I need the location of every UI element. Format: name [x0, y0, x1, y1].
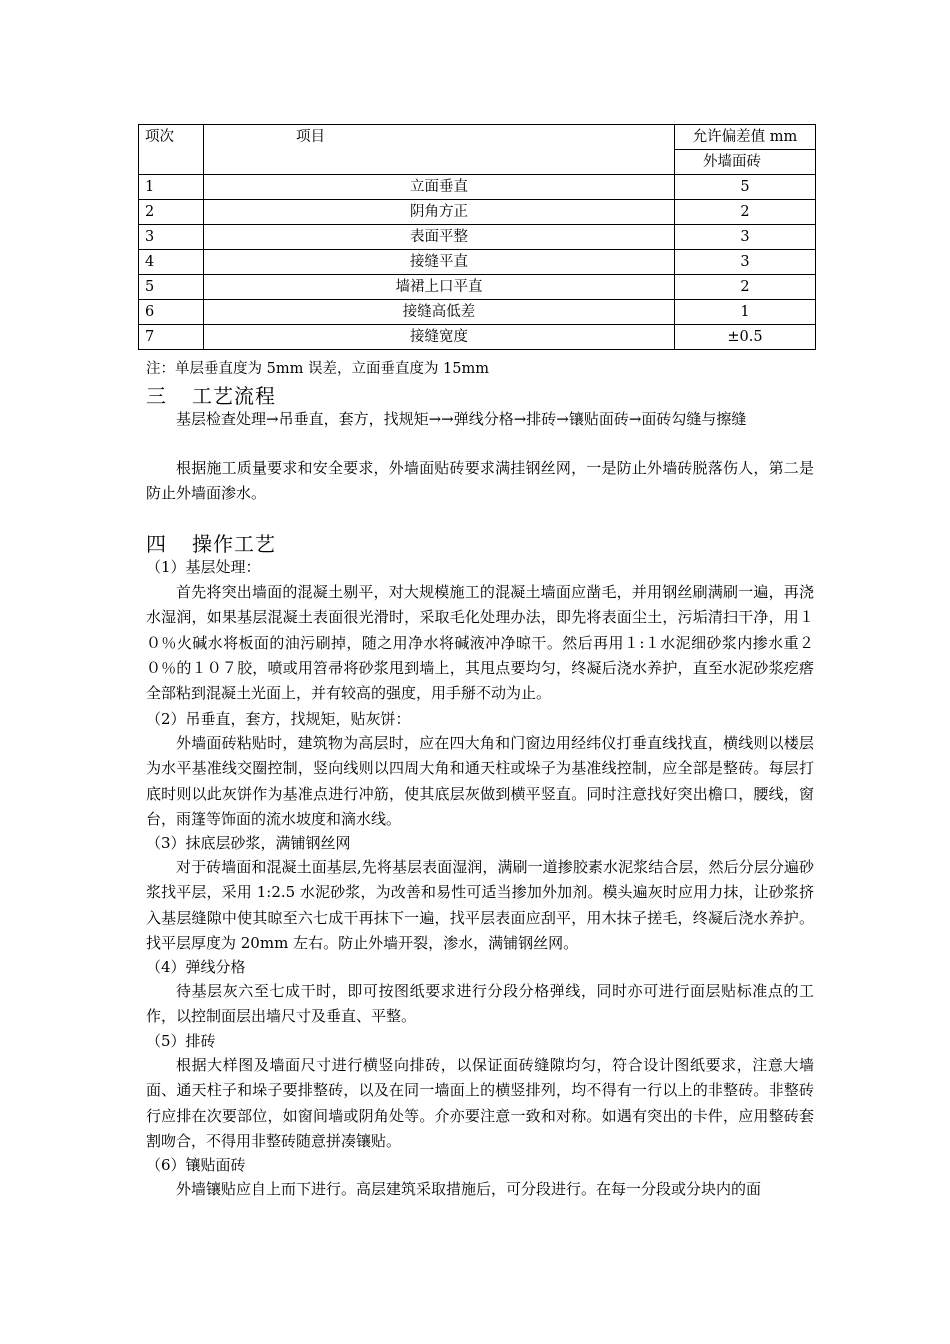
step-5-text: 根据大样图及墙面尺寸进行横竖向排砖，以保证面砖缝隙均匀，符合设计图纸要求，注意大墙面、通天柱子和垛子要排整砖，以及在同一墙面上的横竖排列，均不得有一行以上的非整砖。非整砖行应排在次要部位，如窗间墙或阴角处等。介亦要注意一致和对称。如遇有突出的卡件，应用整砖套割吻合，不得用非整砖随意拼凑镶贴。 [146, 1056, 814, 1150]
step-6-title: （6）镶贴面砖 [146, 1156, 246, 1174]
row-no: 7 [139, 325, 204, 350]
step-5-title: （5）排砖 [146, 1032, 216, 1050]
section-4-number: 四 [146, 532, 167, 556]
row-value: ±0.5 [675, 325, 816, 350]
row-item: 墙裙上口平直 [204, 275, 675, 300]
table-row [139, 225, 816, 250]
step-4-title: （4）弹线分格 [146, 958, 246, 976]
section-3-number: 三 [146, 384, 167, 408]
header-no: 项次 [139, 125, 204, 175]
header-item: 项目 [204, 125, 675, 175]
step-1-text: 首先将突出墙面的混凝土剔平，对大规模施工的混凝土墙面应凿毛，并用钢丝刷满刷一遍，再浇水湿润，如果基层混凝土表面很光滑时，采取毛化处理办法，即先将表面尘土，污垢清扫干净，用１０％火碱水将板面的油污刷掉，随之用净水将碱液冲净晾干。然后再用１:１水泥细砂浆内掺水重２０％的１０７胶，喷或用笤帚将砂浆甩到墙上，其甩点要均匀，终凝后浇水养护，直至水泥砂浆疙瘩全部粘到混凝土光面上，并有较高的强度，用手掰不动为止。 [146, 583, 814, 703]
row-no: 6 [139, 300, 204, 325]
table-row [139, 325, 816, 350]
step-6-text: 外墙镶贴应自上而下进行。高层建筑采取措施后，可分段进行。在每一分段或分块内的面 [176, 1180, 762, 1198]
step-3-title: （3）抹底层砂浆，满铺钢丝网 [146, 834, 351, 852]
row-item: 立面垂直 [204, 175, 675, 200]
table-header-row [139, 125, 816, 150]
table-row [139, 200, 816, 225]
step-3-text: 对于砖墙面和混凝土面基层,先将基层表面湿润，满刷一道掺胶素水泥浆结合层，然后分层分遍砂浆找平层，采用 1:2.5 水泥砂浆，为改善和易性可适当掺加外加剂。模头遍灰时应用力抹，让砂浆挤入基层缝隙中使其晾至六七成干再抹下一遍，找平层表面应刮平，用木抹子搓毛，终凝后浇水养护。找平层厚度为 20mm 左右。防止外墙开裂，渗水，满铺钢丝网。 [146, 858, 814, 952]
section-4-title: 操作工艺 [192, 532, 276, 556]
row-value: 5 [675, 175, 816, 200]
header-tolerance: 允许偏差值 mm [675, 125, 816, 150]
process-flow-paragraph: 基层检查处理→吊垂直，套方，找规矩→→弹线分格→排砖→镶贴面砖→面砖勾缝与擦缝 [176, 410, 747, 428]
step-2-text: 外墙面砖粘贴时，建筑物为高层时，应在四大角和门窗边用经纬仪打垂直线找直，横线则以楼层为水平基准线交圈控制，竖向线则以四周大角和通天柱或垛子为基准线控制，应全部是整砖。每层打底时则以此灰饼作为基准点进行冲筋，使其底层灰做到横平竖直。同时注意找好突出檐口，腰线，窗台，雨篷等饰面的流水坡度和滴水线。 [146, 734, 814, 828]
row-item: 接缝平直 [204, 250, 675, 275]
row-no: 2 [139, 200, 204, 225]
row-item: 接缝高低差 [204, 300, 675, 325]
table-row [139, 175, 816, 200]
row-value: 3 [675, 225, 816, 250]
row-value: 3 [675, 250, 816, 275]
row-item: 接缝宽度 [204, 325, 675, 350]
step-1-title: （1）基层处理： [146, 558, 261, 576]
table-row [139, 250, 816, 275]
section-4-heading [146, 531, 276, 557]
header-exterior-tile: 外墙面砖 [675, 150, 816, 175]
tolerance-table [138, 124, 816, 350]
step-2-title: （2）吊垂直，套方，找规矩，贴灰饼： [146, 710, 411, 728]
row-no: 4 [139, 250, 204, 275]
section-3-title: 工艺流程 [192, 384, 276, 408]
section-3-heading [146, 383, 276, 409]
row-value: 1 [675, 300, 816, 325]
row-no: 5 [139, 275, 204, 300]
table-row [139, 275, 816, 300]
row-item: 阴角方正 [204, 200, 675, 225]
row-value: 2 [675, 200, 816, 225]
table-row [139, 300, 816, 325]
row-no: 1 [139, 175, 204, 200]
table-note: 注：单层垂直度为 5mm 误差，立面垂直度为 15mm [146, 361, 489, 377]
row-value: 2 [675, 275, 816, 300]
row-no: 3 [139, 225, 204, 250]
row-item: 表面平整 [204, 225, 675, 250]
step-4-text: 待基层灰六至七成干时，即可按图纸要求进行分段分格弹线，同时亦可进行面层贴标准点的工作，以控制面层出墙尺寸及垂直、平整。 [146, 982, 814, 1026]
safety-requirement-paragraph: 根据施工质量要求和安全要求，外墙面贴砖要求满挂钢丝网，一是防止外墙砖脱落伤人，第二是防止外墙面渗水。 [146, 459, 814, 503]
